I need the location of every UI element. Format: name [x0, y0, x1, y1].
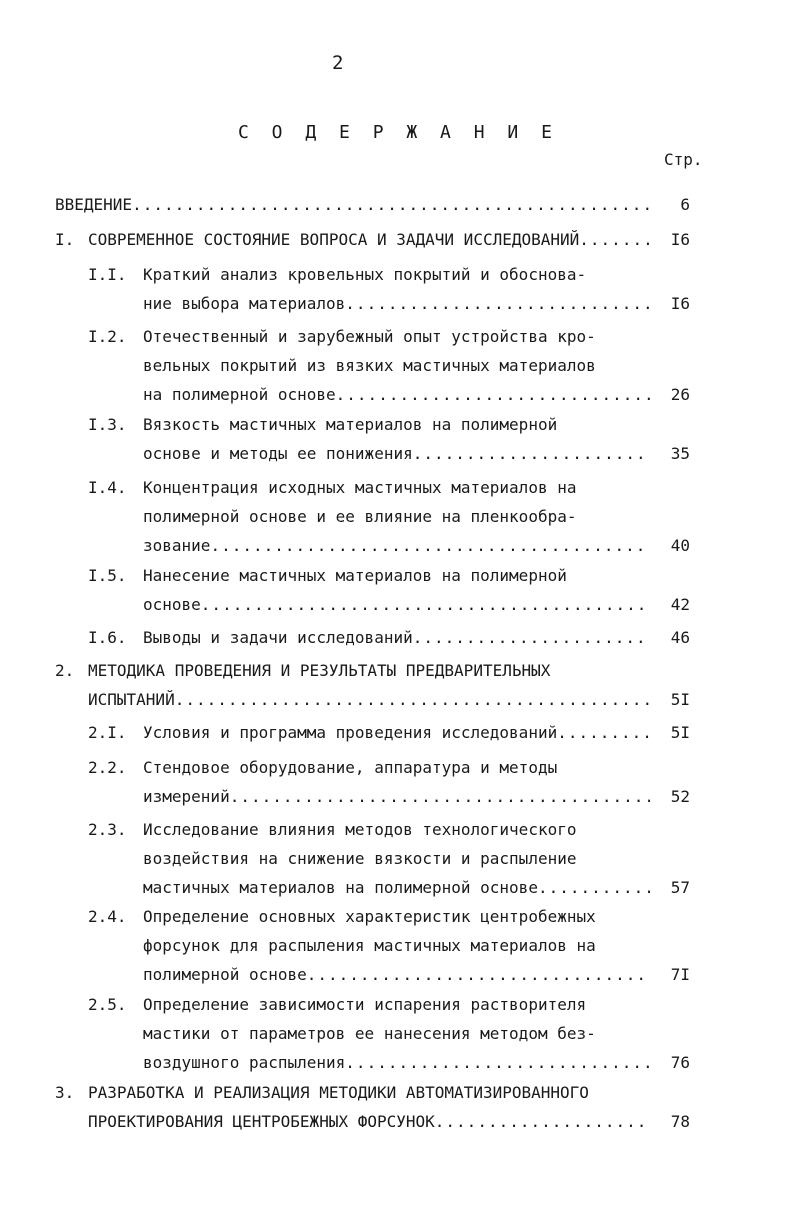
toc-entry-page: 78 [670, 1112, 690, 1131]
dot-leader [230, 782, 650, 811]
toc-entry-page: I6 [670, 294, 690, 313]
toc-entry-title-line: Условия и программа проведения исследований [143, 723, 558, 742]
toc-entry-title-line: форсунок для распыления мастичных материалов на [143, 936, 596, 955]
toc-entry-title-line: измерений [143, 787, 230, 806]
toc-entry-title-line: воздействия на снижение вязкости и распыление [143, 849, 577, 868]
page-title: С О Д Е Р Ж А Н И Е [238, 122, 558, 143]
toc-entry-page: 35 [670, 444, 690, 463]
toc-entry-title-line: Стендовое оборудование, аппаратура и методы [143, 758, 558, 777]
toc-entry-page: 42 [670, 595, 690, 614]
toc-entry-title-line: ПРОЕКТИРОВАНИЯ ЦЕНТРОБЕЖНЫХ ФОРСУНОК [88, 1112, 435, 1131]
dot-leader [307, 960, 650, 989]
toc-entry-title-line: Нанесение мастичных материалов на полимерной [143, 566, 567, 585]
toc-entry-page: 40 [670, 536, 690, 555]
dot-leader [413, 623, 650, 652]
toc-entry-page: 52 [670, 787, 690, 806]
dot-leader [210, 531, 650, 560]
toc-entry-title-line: мастичных материалов на полимерной основе [143, 878, 538, 897]
toc-entry-title-line: ние выбора материалов [143, 294, 346, 313]
toc-entry-title-line: мастики от параметров ее нанесения методом без- [143, 1024, 596, 1043]
toc-entry-page: 5I [670, 723, 690, 742]
toc-entry-title-line: Исследование влияния методов технологического [143, 820, 577, 839]
toc-entry-number: I.5. [88, 566, 127, 585]
toc-entry-title-line: полимерной основе [143, 965, 307, 984]
toc-entry-page: 76 [670, 1053, 690, 1072]
toc-entry-title-line: Вязкость мастичных материалов на полимерной [143, 415, 558, 434]
dot-leader [175, 685, 650, 714]
toc-entry-page: I6 [670, 230, 690, 249]
dot-leader [132, 190, 650, 219]
page-column-header: Стр. [664, 150, 703, 169]
toc-entry-page: 7I [670, 965, 690, 984]
toc-entry-number: I.2. [88, 327, 127, 346]
dot-leader [345, 289, 650, 318]
toc-entry-title-line: воздушного распыления [143, 1053, 346, 1072]
toc-entry-number: I.6. [88, 628, 127, 647]
toc-entry-title-line: МЕТОДИКА ПРОВЕДЕНИЯ И РЕЗУЛЬТАТЫ ПРЕДВАРИТЕЛЬНЫХ [88, 661, 551, 680]
toc-entry-title-line: Определение основных характеристик центробежных [143, 907, 596, 926]
dot-leader [557, 718, 650, 747]
toc-entry-title-line: Отечественный и зарубежный опыт устройства кро- [143, 327, 596, 346]
toc-entry-number: 2.2. [88, 758, 127, 777]
toc-entry-title-line: Краткий анализ кровельных покрытий и обоснова- [143, 265, 587, 284]
toc-entry-number: I.4. [88, 478, 127, 497]
toc-entry-title-line: вельных покрытий из вязких мастичных материалов [143, 356, 596, 375]
toc-entry-title-line: РАЗРАБОТКА И РЕАЛИЗАЦИЯ МЕТОДИКИ АВТОМАТИЗИРОВАННОГО [88, 1083, 589, 1102]
toc-entry-number: 2.3. [88, 820, 127, 839]
toc-entry-title-line: основе и методы ее понижения [143, 444, 413, 463]
toc-entry-title-line: Выводы и задачи исследований [143, 628, 413, 647]
toc-entry-number: 3. [55, 1083, 75, 1102]
toc-entry-page: 26 [670, 385, 690, 404]
toc-entry-title-line: Определение зависимости испарения растворителя [143, 995, 587, 1014]
toc-entry-title-line: основе [143, 595, 201, 614]
dot-leader [413, 439, 650, 468]
dot-leader [336, 380, 650, 409]
toc-entry-page: 5I [670, 690, 690, 709]
toc-entry-page: 57 [670, 878, 690, 897]
toc-entry-number: 2.5. [88, 995, 127, 1014]
dot-leader [345, 1048, 650, 1077]
dot-leader [435, 1107, 650, 1136]
toc-entry-title-line: СОВРЕМЕННОЕ СОСТОЯНИЕ ВОПРОСА И ЗАДАЧИ ИССЛЕДОВАНИЙ [88, 230, 580, 249]
dot-leader [538, 873, 650, 902]
toc-entry-title-line: ВВЕДЕНИЕ [55, 195, 133, 214]
toc-entry-number: I. [55, 230, 75, 249]
toc-entry-title-line: ИСПЫТАНИЙ [88, 690, 175, 709]
toc-entry-page: 46 [670, 628, 690, 647]
toc-entry-page: 6 [680, 195, 690, 214]
dot-leader [201, 590, 650, 619]
toc-entry-number: 2. [55, 661, 75, 680]
dot-leader [579, 225, 650, 254]
toc-entry-number: 2.I. [88, 723, 127, 742]
page-number: 2 [332, 52, 344, 74]
toc-entry-number: 2.4. [88, 907, 127, 926]
toc-entry-title-line: полимерной основе и ее влияние на пленкообра- [143, 507, 577, 526]
toc-entry-title-line: Концентрация исходных мастичных материалов на [143, 478, 577, 497]
toc-entry-number: I.3. [88, 415, 127, 434]
toc-entry-title-line: на полимерной основе [143, 385, 336, 404]
toc-entry-title-line: зование [143, 536, 211, 555]
toc-entry-number: I.I. [88, 265, 127, 284]
